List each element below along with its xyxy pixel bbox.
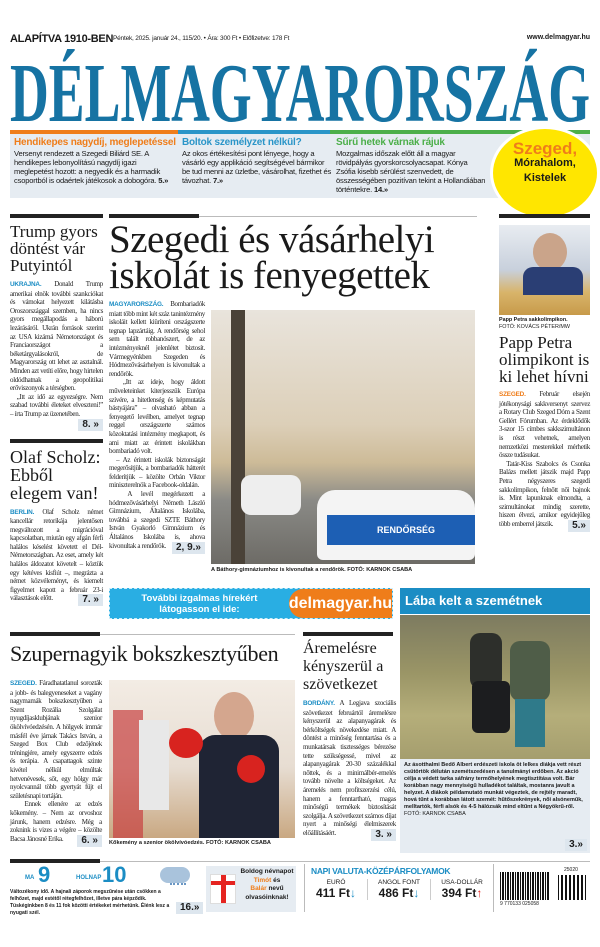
page-ref[interactable]: 3.» <box>565 839 587 851</box>
teaser-text: Mozgalmas időszak előtt áll a magyar rövidpályás gyorskorcsolyacsapat. Kónya Zsófia kisebb sérülést szenvedett, de összességében pozitívan tekint a Hollandiában történtekre. 14.» <box>336 149 486 194</box>
trump-headline[interactable]: Trump gyors döntést vár Putyintól <box>10 222 98 275</box>
teaser-text: Versenyt rendezett a Szegedi Biliárd SE. A hendikepes lebonyolítású nagydíj igazi meglepetést hozott: a negyedik és a harmadik csoportból is odaértek játékosok a dobogóra. 5.» <box>14 149 169 185</box>
founded-label: ALAPÍTVA 1910-BEN <box>10 33 114 45</box>
promo-banner[interactable] <box>109 588 393 619</box>
lead-article: MAGYARORSZÁG. Bombariadók miatt több mint két száz tanintézmény iskoláit kellett kiüríteni országszerte tegnap lapzártáig. A rendőrség sehol sem talált robbanószert, de az intézményeknél jelenlétet biztosít. Vármegyénkben Szegeden és Hódmezővásárhelyen is kivonultak a rendőrök. „Itt az ideje, hogy áldott műveleteinket kiterjesszük Európa szívére, a hitetlenség és képmutatás bástyájára” – olvasható abban a fenyegető levélben, amelyet tegnap reggel országszerte számos közoktatási intézmény megkapott, és ami miatt az érintett iskolákban bombariadó volt. – Az érintett iskolák biztonságát megerősítjük, a bombariadók hátterét felderítjük – közölte Orbán Viktor miniszterelnök a Facebook-oldalán. A levél megérkezett a hódmezővásárhelyi Németh László Gimnázium, Általános Iskolába, továbbá a szegedi SZTE Báthory István Gyakorló Gimnázium és Általános Iskolába is, ahova kivonultak a rendőrök. 2, 9.» <box>109 300 205 553</box>
school-police-photo <box>211 310 475 564</box>
weather-text: Változékony idő. A hajnali záporok megszűnése után csökken a felhőzet, majd estétől rétegfelhőzet, illetve pára képződik. Tüskéginkben 8 és 11 fok közötti értékeket mérhetünk. Élénk lesz a nyugati szél. <box>10 889 170 916</box>
weather-today-temp: 9 <box>38 862 51 887</box>
laba-caption-box <box>400 759 590 853</box>
gift-icon <box>210 874 236 904</box>
laba-headline-bar[interactable] <box>400 588 590 614</box>
scholz-headline[interactable]: Olaf Scholz: Ebből elegem van! <box>10 446 101 503</box>
laba-headline: Lába kelt a szemétnek <box>405 593 543 608</box>
page-ref[interactable]: 8. » <box>78 419 103 431</box>
masthead-text: DÉLMAGYARORSZÁG <box>10 47 590 126</box>
papp-article: SZEGED. Február elsején jótékonysági sakkversenyt szervez a Rotary Club Szeged Dóm a Szent Gellért Fórumban. Az érdeklődők 3-szor 15 címbes sakkszimultánon is részt vehetnek, amelyen nemzetközi mesterekkel mérhetik össze tudásukat. Tatár-Kiss Szabolcs és Csonka Balázs mellett játszik majd Papp Petra négyszeres szegedi sakkolimpikon, felnőtt női bajnok is. Mint lapunknak elmondta, a szimultánokat mindig szerette, hiszen élvezi, amikor egyidejűleg több emberrel játszik. 5.» <box>499 390 590 531</box>
page-ref[interactable]: 5.» <box>568 520 590 532</box>
page-ref[interactable]: 3. » <box>371 829 396 841</box>
issue-info: Péntek, 2025. január 24., 115/20. • Ára: 300 Ft • Előfizetve: 178 Ft <box>113 35 290 42</box>
teaser-boltok[interactable] <box>182 137 332 185</box>
arrow-down-icon: ↓ <box>413 886 420 900</box>
rain-drops <box>170 883 186 887</box>
weather-today-label: MA <box>25 875 35 881</box>
promo-site[interactable]: delmagyar.hu <box>289 589 392 618</box>
promo-line2: látogasson el ide: <box>159 603 240 615</box>
laba-credit: FOTÓ: KARNOK CSABA <box>404 811 466 817</box>
page-ref[interactable]: 2, 9.» <box>172 542 205 554</box>
lead-photo-caption: A Báthory-gimnáziumhoz is kivonultak a rendőrök. FOTÓ: KARNOK CSABA <box>211 567 413 573</box>
edition-badge <box>490 126 600 220</box>
masthead <box>10 46 590 126</box>
currency-pound: ANGOL FONT 486 Ft↓ <box>368 879 431 900</box>
scholz-article: BERLIN. Olaf Scholz német kancellár retorikája jelentősen megváltozott a migrációval kapcsolatban, miután egy afgán férfi halálos késelést követett el Dél-Németországban. Az eset, amely két halálos áldozatot követelt – köztük egy kétéves kisfiút –, megrázta a német közvéleményt, és kiemelt figyelmet kapott a február 23-i választások előtt. 7. » <box>10 507 103 606</box>
arrow-up-icon: ↑ <box>476 886 483 900</box>
page-ref[interactable]: 16.» <box>176 902 203 914</box>
edition-line1: Szeged, <box>512 139 578 158</box>
arrow-down-icon: ↓ <box>350 886 357 900</box>
chess-photo-caption: Papp Petra sakkolimpikon. FOTÓ: KOVÁCS PÉTER/MW <box>499 317 570 330</box>
barcode-digits: 9 770133 025058 <box>500 901 539 907</box>
currency-title: NAPI VALUTA-KÖZÉPÁRFOLYAMOK <box>311 866 451 876</box>
rain-cloud-icon <box>160 867 190 883</box>
currency-widget <box>304 864 494 912</box>
weather-tomorrow-label: HOLNAP <box>76 875 102 881</box>
teaser-title: Sűrű hetek várnak rájuk <box>336 137 445 148</box>
weather-tomorrow-temp: 10 <box>102 862 127 887</box>
teaser-hendikep[interactable] <box>14 137 176 185</box>
trump-article: UKRAJNA. Donald Trump amerikai elnök további szankciókat és vámokat helyezett kilátásba Oroszországgal szemben, ha nincs gyors megállapodás a háború lezárásáról. Ukrán források szerint az USA kizárná Németországot és Franciaországot a béketárgyalásokról, de Magyarország ott lehet az asztalnál. Minden azt vetíti előre, hogy hirtelen oldódhatnak a geopolitikai erőviszonyok a térségben. „Itt az idő az egyezségre. Nem szabad további életeket elveszteni!” – írta Trump az üzenetében. 8. » <box>10 280 103 430</box>
teaser-title: Boltok személyzet nélkül? <box>182 137 302 148</box>
promo-line1: További izgalmas hírekért <box>141 592 258 604</box>
page-ref[interactable]: 7. » <box>78 594 103 606</box>
aremeles-article: BORDÁNY. A Legjava szociális szövetkezet februártól áremelésre kényszerül az alapanyagárak és bérköltségek növekedése miatt. A döntést a minőség fenntartása és a munkatársak tisztességes bérezése tette szükségessé, mivel az alapanyagárak 20-30 százalékkal nőttek, és a minimálbér-emelés tovább növelte a költségeket. Az áremelés nem profitszerzési célú, hanem a fenntartható, magas minőségű termékek biztosítását szolgálja. A szövetkezet számos díjat nyert a minőségi élelmiszerek előállításáért. 3. » <box>303 699 396 840</box>
divider <box>10 439 103 443</box>
edition-line2: Mórahalom, <box>514 157 576 169</box>
currency-euro: EURÓ 411 Ft↓ <box>305 879 368 900</box>
papp-headline[interactable]: Papp Petra olimpikont is ki lehet hívni <box>499 333 590 386</box>
trash-cleanup-photo <box>400 615 590 759</box>
teaser-title: Hendikepes nagydíj, meglepetéssel <box>14 137 176 148</box>
left-column <box>10 214 103 606</box>
laba-caption: Az ásotthalmi Bedő Albert erdészeti iskola öt lelkes diákja vett részt csütörtök délután szemétszedésen a tanulmányi erdőben. Az akció célja a védett tarka sáfrány termőhelyének megtisztítása volt. Bár korábban nagy mennyiségű hulladékot találtak, mostanra javult a helyzet. A diákok példamutató munkát végeztek, de rejtély maradt, hová tűnt a korábban látott szemét: hűtőszekrények, női alsóneműk, melltartók, férfi alsók és 4-5 hálózsák mind eltűnt a Négyökrű-ről. <box>404 762 583 810</box>
nameday-box: Boldog névnapot Timót és Balár nevű olvasóinknak! <box>206 866 296 912</box>
page-ref[interactable]: 6. » <box>77 835 102 847</box>
divider <box>10 214 103 218</box>
barcode-issue: 25020 <box>564 867 578 873</box>
teaser-text: Az okos értékesítési pont lényege, hogy a vásárló egy applikáció segítségével bármikor be tud menni az üzletbe, vásárolhat, fizethet és távozhat. 7.» <box>182 149 332 185</box>
teaser-hetek[interactable] <box>336 137 488 194</box>
website-link[interactable]: www.delmagyar.hu <box>526 34 590 41</box>
nameday-line1: Boldog névnapot <box>240 868 294 875</box>
chess-player-photo <box>499 225 590 315</box>
police-label: RENDŐRSÉG <box>377 525 436 535</box>
currency-dollar: USA-DOLLÁR 394 Ft↑ <box>441 879 483 900</box>
nameday-name2: Balár <box>250 885 267 892</box>
edition-line3: Kistelek <box>523 172 567 184</box>
weather-widget <box>10 864 200 920</box>
boxing-caption: Kőkemény a szenior ökölvívóedzés. FOTÓ: KARNOK CSABA <box>109 840 271 846</box>
barcode <box>500 867 588 909</box>
lead-headline[interactable]: Szegedi és vásárhelyi iskolát is fenyegettek <box>109 218 435 297</box>
boxing-grannies-photo <box>109 680 295 838</box>
boksz-article: SZEGED. Fáradhatatlanul sorozták a jobb- és balegyeneseket a vagány nagymamák bokszkesztyűben a Szent Rozália Szolgálat nyugdíjasklubjának szenior ökölvívóedzésén. A hölgyek immár másfél éve járnak Takács István, a Szeged Box Club edzőjének tréningjére, amely egyszerre edzés és terápia. A csapattagok szinte kivétel nélkül elmúltak hetvenévesek, sőt, egy hölgy már nyolcvannál több gyertyát fújt el születésnapi tortáján. Ennek ellenére az edzés kőkemény. – Nem az orvoshoz járunk, hanem edzésre. Még a zoknink is vizes a végére – közölte Bacsa Jánosné Erika. 6. » <box>10 679 102 846</box>
nameday-name1: Timót <box>253 876 272 884</box>
divider <box>499 214 590 218</box>
right-column <box>499 214 590 532</box>
boksz-headline[interactable]: Szupernagyik bokszkesztyűben <box>10 641 279 666</box>
aremeles-headline[interactable]: Áremelésre kényszerül a szövetkezet <box>303 640 384 693</box>
